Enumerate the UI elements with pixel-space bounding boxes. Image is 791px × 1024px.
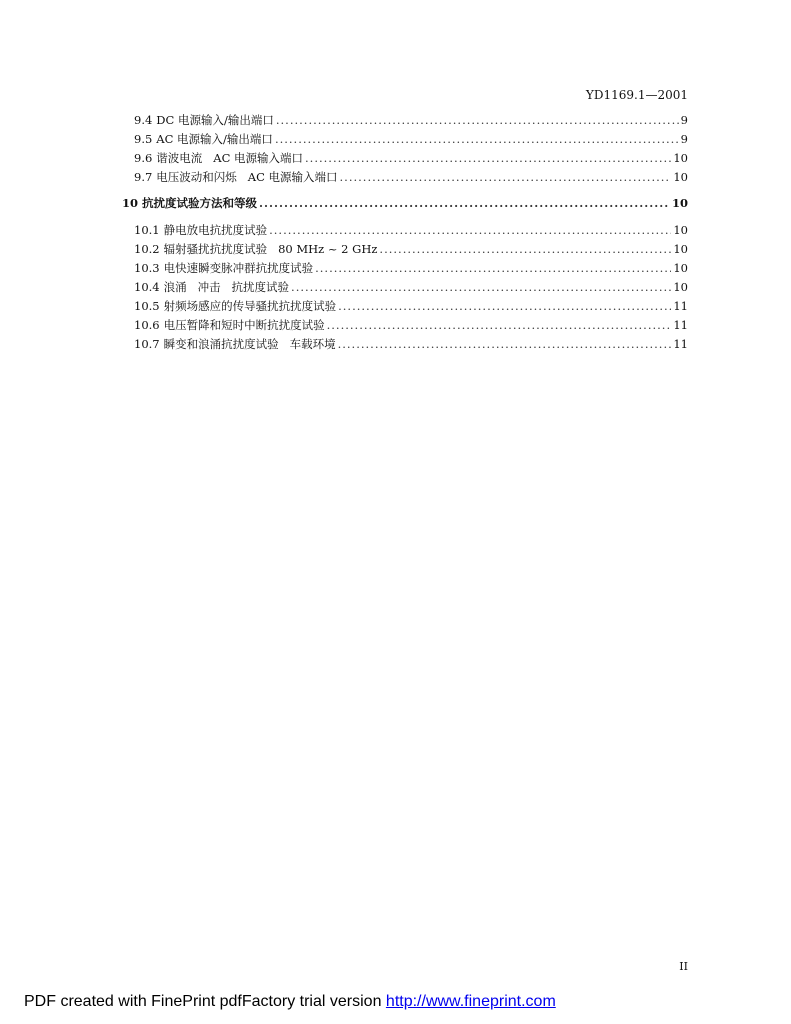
toc-entry-title: 辐射骚扰抗扰度试验 80 MHz ~ 2 GHz xyxy=(163,242,378,256)
toc-entry-9-6[interactable] xyxy=(134,150,688,166)
pdf-footer-banner xyxy=(24,993,556,1011)
toc-leader-dots xyxy=(291,280,671,294)
toc-leader-dots xyxy=(315,261,671,275)
toc-entry-10-7[interactable] xyxy=(134,336,688,352)
toc-entry-page: 11 xyxy=(673,299,688,313)
toc-entry-number: 10.5 xyxy=(134,299,160,313)
toc-entry-page: 10 xyxy=(673,151,688,165)
toc-entry-number: 10.4 xyxy=(134,280,160,294)
toc-entry-9-4[interactable] xyxy=(134,112,688,128)
toc-entry-10-4[interactable] xyxy=(134,279,688,295)
toc-entry-title: 瞬变和浪涌抗扰度试验 车载环境 xyxy=(163,337,336,351)
toc-leader-dots xyxy=(327,318,672,332)
toc-leader-dots xyxy=(276,113,679,127)
toc-leader-dots xyxy=(275,132,679,146)
toc-entry-page: 10 xyxy=(673,170,688,184)
toc-entry-10-1[interactable] xyxy=(134,222,688,238)
toc-entry-number: 10.3 xyxy=(134,261,160,275)
toc-entry-10-5[interactable] xyxy=(134,298,688,314)
toc-entry-number: 9.6 xyxy=(134,151,153,165)
toc-entry-page: 9 xyxy=(680,113,688,127)
toc-entry-number: 9.4 xyxy=(134,113,153,127)
toc-entry-page: 10 xyxy=(673,223,688,237)
toc-leader-dots xyxy=(340,170,672,184)
toc-entry-page: 10 xyxy=(673,261,688,275)
toc-entry-number: 9.7 xyxy=(134,170,153,184)
toc-entry-10-3[interactable] xyxy=(134,260,688,276)
toc-entry-number: 10.1 xyxy=(134,223,160,237)
toc-entry-page: 10 xyxy=(671,196,688,210)
page-number: II xyxy=(679,960,688,973)
toc-leader-dots xyxy=(259,196,670,210)
toc-leader-dots xyxy=(379,242,671,256)
toc-entry-10-2[interactable] xyxy=(134,241,688,257)
toc-entry-page: 10 xyxy=(673,242,688,256)
toc-entry-page: 9 xyxy=(680,132,688,146)
toc-entry-number: 10.2 xyxy=(134,242,160,256)
footer-text: PDF created with FinePrint pdfFactory trial version xyxy=(24,993,382,1010)
toc-entry-title: 静电放电抗扰度试验 xyxy=(163,223,268,237)
toc-entry-number: 10.6 xyxy=(134,318,160,332)
toc-entry-page: 10 xyxy=(673,280,688,294)
toc-leader-dots xyxy=(305,151,671,165)
toc-entry-title: 谐波电流 AC 电源输入端口 xyxy=(156,151,304,165)
toc-leader-dots xyxy=(338,337,672,351)
toc-leader-dots xyxy=(338,299,671,313)
toc-entry-title: 电压波动和闪烁 AC 电源输入端口 xyxy=(156,170,338,184)
toc-entry-number: 10 xyxy=(122,196,139,210)
toc-entry-10[interactable] xyxy=(122,195,688,211)
toc-entry-title: 浪涌 冲击 抗扰度试验 xyxy=(163,280,290,294)
toc-entry-title: 电压暂降和短时中断抗扰度试验 xyxy=(163,318,325,332)
toc-entry-number: 10.7 xyxy=(134,337,160,351)
document-code-header: YD1169.1—2001 xyxy=(585,88,688,102)
toc-leader-dots xyxy=(269,223,671,237)
toc-entry-number: 9.5 xyxy=(134,132,153,146)
toc-entry-title: 射频场感应的传导骚扰抗扰度试验 xyxy=(163,299,337,313)
toc-entry-page: 11 xyxy=(673,318,688,332)
toc-entry-page: 11 xyxy=(673,337,688,351)
toc-entry-title: 电快速瞬变脉冲群抗扰度试验 xyxy=(163,261,314,275)
toc-entry-9-5[interactable] xyxy=(134,131,688,147)
toc-entry-title: DC 电源输入/输出端口 xyxy=(156,113,274,127)
toc-entry-title: 抗扰度试验方法和等级 xyxy=(142,196,258,210)
toc-entry-9-7[interactable] xyxy=(134,169,688,185)
toc-entry-title: AC 电源输入/输出端口 xyxy=(156,132,273,146)
toc-entry-10-6[interactable] xyxy=(134,317,688,333)
fineprint-link[interactable]: http://www.fineprint.com xyxy=(385,993,556,1010)
